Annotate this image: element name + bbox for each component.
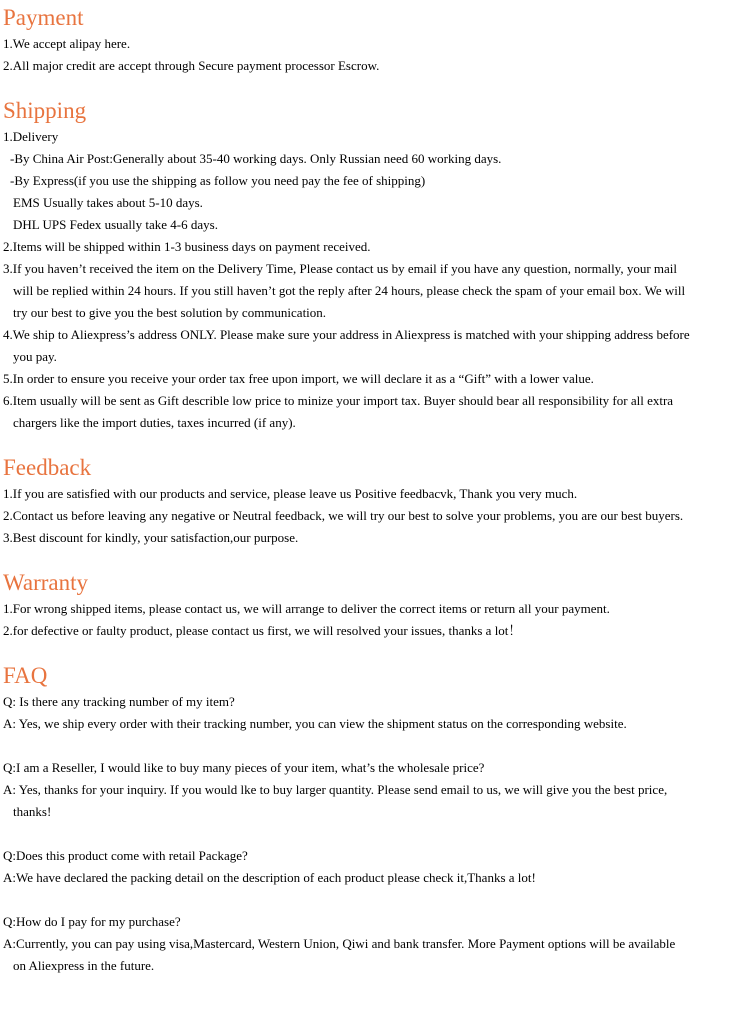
faq-item [3, 845, 750, 889]
faq-answer: A: Yes, thanks for your inquiry. If you would lke to buy larger quantity. Please send email to us, we will give you the best price, [3, 782, 668, 797]
faq-heading: FAQ [3, 663, 48, 688]
faq-question: Q:I am a Reseller, I would like to buy many pieces of your item, what’s the wholesale price? [3, 760, 485, 775]
faq-question: Q:Does this product come with retail Package? [3, 848, 248, 863]
warranty-line: 2.for defective or faulty product, please contact us first, we will resolved your issues, thanks a lot！ [3, 623, 522, 638]
faq-question: Q: Is there any tracking number of my item? [3, 694, 235, 709]
shipping-heading: Shipping [3, 98, 87, 123]
warranty-heading: Warranty [3, 570, 88, 595]
shipping-line: 6.Item usually will be sent as Gift describle low price to minize your import tax. Buyer should bear all responsibility for all extra [3, 393, 674, 408]
feedback-line: 2.Contact us before leaving any negative or Neutral feedback, we will try our best to solve your problems, you are our best buyers. [3, 508, 684, 523]
shipping-line: -By China Air Post:Generally about 35-40 working days. Only Russian need 60 working days. [10, 151, 502, 166]
shipping-line: -By Express(if you use the shipping as follow you need pay the fee of shipping) [10, 173, 426, 188]
feedback-line: 1.If you are satisfied with our products and service, please leave us Positive feedbacvk, Thank you very much. [3, 486, 578, 501]
shipping-line: 5.In order to ensure you receive your order tax free upon import, we will declare it as a “Gift” with a lower value. [3, 371, 594, 386]
faq-answer: A:Currently, you can pay using visa,Mastercard, Western Union, Qiwi and bank transfer. More Payment options will be available [3, 936, 676, 951]
shipping-line: EMS Usually takes about 5-10 days. [13, 195, 203, 210]
faq-item [3, 911, 750, 977]
shipping-line: you pay. [13, 349, 57, 364]
shipping-line: 4.We ship to Aliexpress’s address ONLY. Please make sure your address in Aliexpress is matched with your shipping address before [3, 327, 690, 342]
feedback-section [3, 453, 750, 549]
faq-question: Q:How do I pay for my purchase? [3, 914, 181, 929]
shipping-line: try our best to give you the best solution by communication. [13, 305, 327, 320]
shipping-section [3, 96, 750, 434]
faq-answer: on Aliexpress in the future. [13, 958, 155, 973]
shipping-line: 1.Delivery [3, 129, 59, 144]
payment-section [3, 3, 750, 77]
feedback-line: 3.Best discount for kindly, your satisfaction,our purpose. [3, 530, 299, 545]
warranty-section [3, 568, 750, 642]
faq-answer: A:We have declared the packing detail on the description of each product please check it,Thanks a lot! [3, 870, 536, 885]
payment-line: 1.We accept alipay here. [3, 36, 131, 51]
payment-heading: Payment [3, 5, 84, 30]
policy-page [0, 3, 750, 977]
shipping-line: 3.If you haven’t received the item on the Delivery Time, Please contact us by email if you have any question, normally, your mail [3, 261, 678, 276]
faq-item [3, 757, 750, 823]
shipping-line: DHL UPS Fedex usually take 4-6 days. [13, 217, 218, 232]
shipping-line: chargers like the import duties, taxes incurred (if any). [13, 415, 296, 430]
faq-answer: thanks! [13, 804, 52, 819]
faq-section [3, 661, 750, 977]
shipping-line: 2.Items will be shipped within 1-3 business days on payment received. [3, 239, 371, 254]
shipping-line: will be replied within 24 hours. If you still haven’t got the reply after 24 hours, please check the spam of your email box. We will [13, 283, 686, 298]
feedback-heading: Feedback [3, 455, 92, 480]
payment-line: 2.All major credit are accept through Secure payment processor Escrow. [3, 58, 380, 73]
warranty-line: 1.For wrong shipped items, please contact us, we will arrange to deliver the correct items or return all your payment. [3, 601, 610, 616]
faq-item [3, 691, 750, 735]
faq-answer: A: Yes, we ship every order with their tracking number, you can view the shipment status on the corresponding website. [3, 716, 627, 731]
